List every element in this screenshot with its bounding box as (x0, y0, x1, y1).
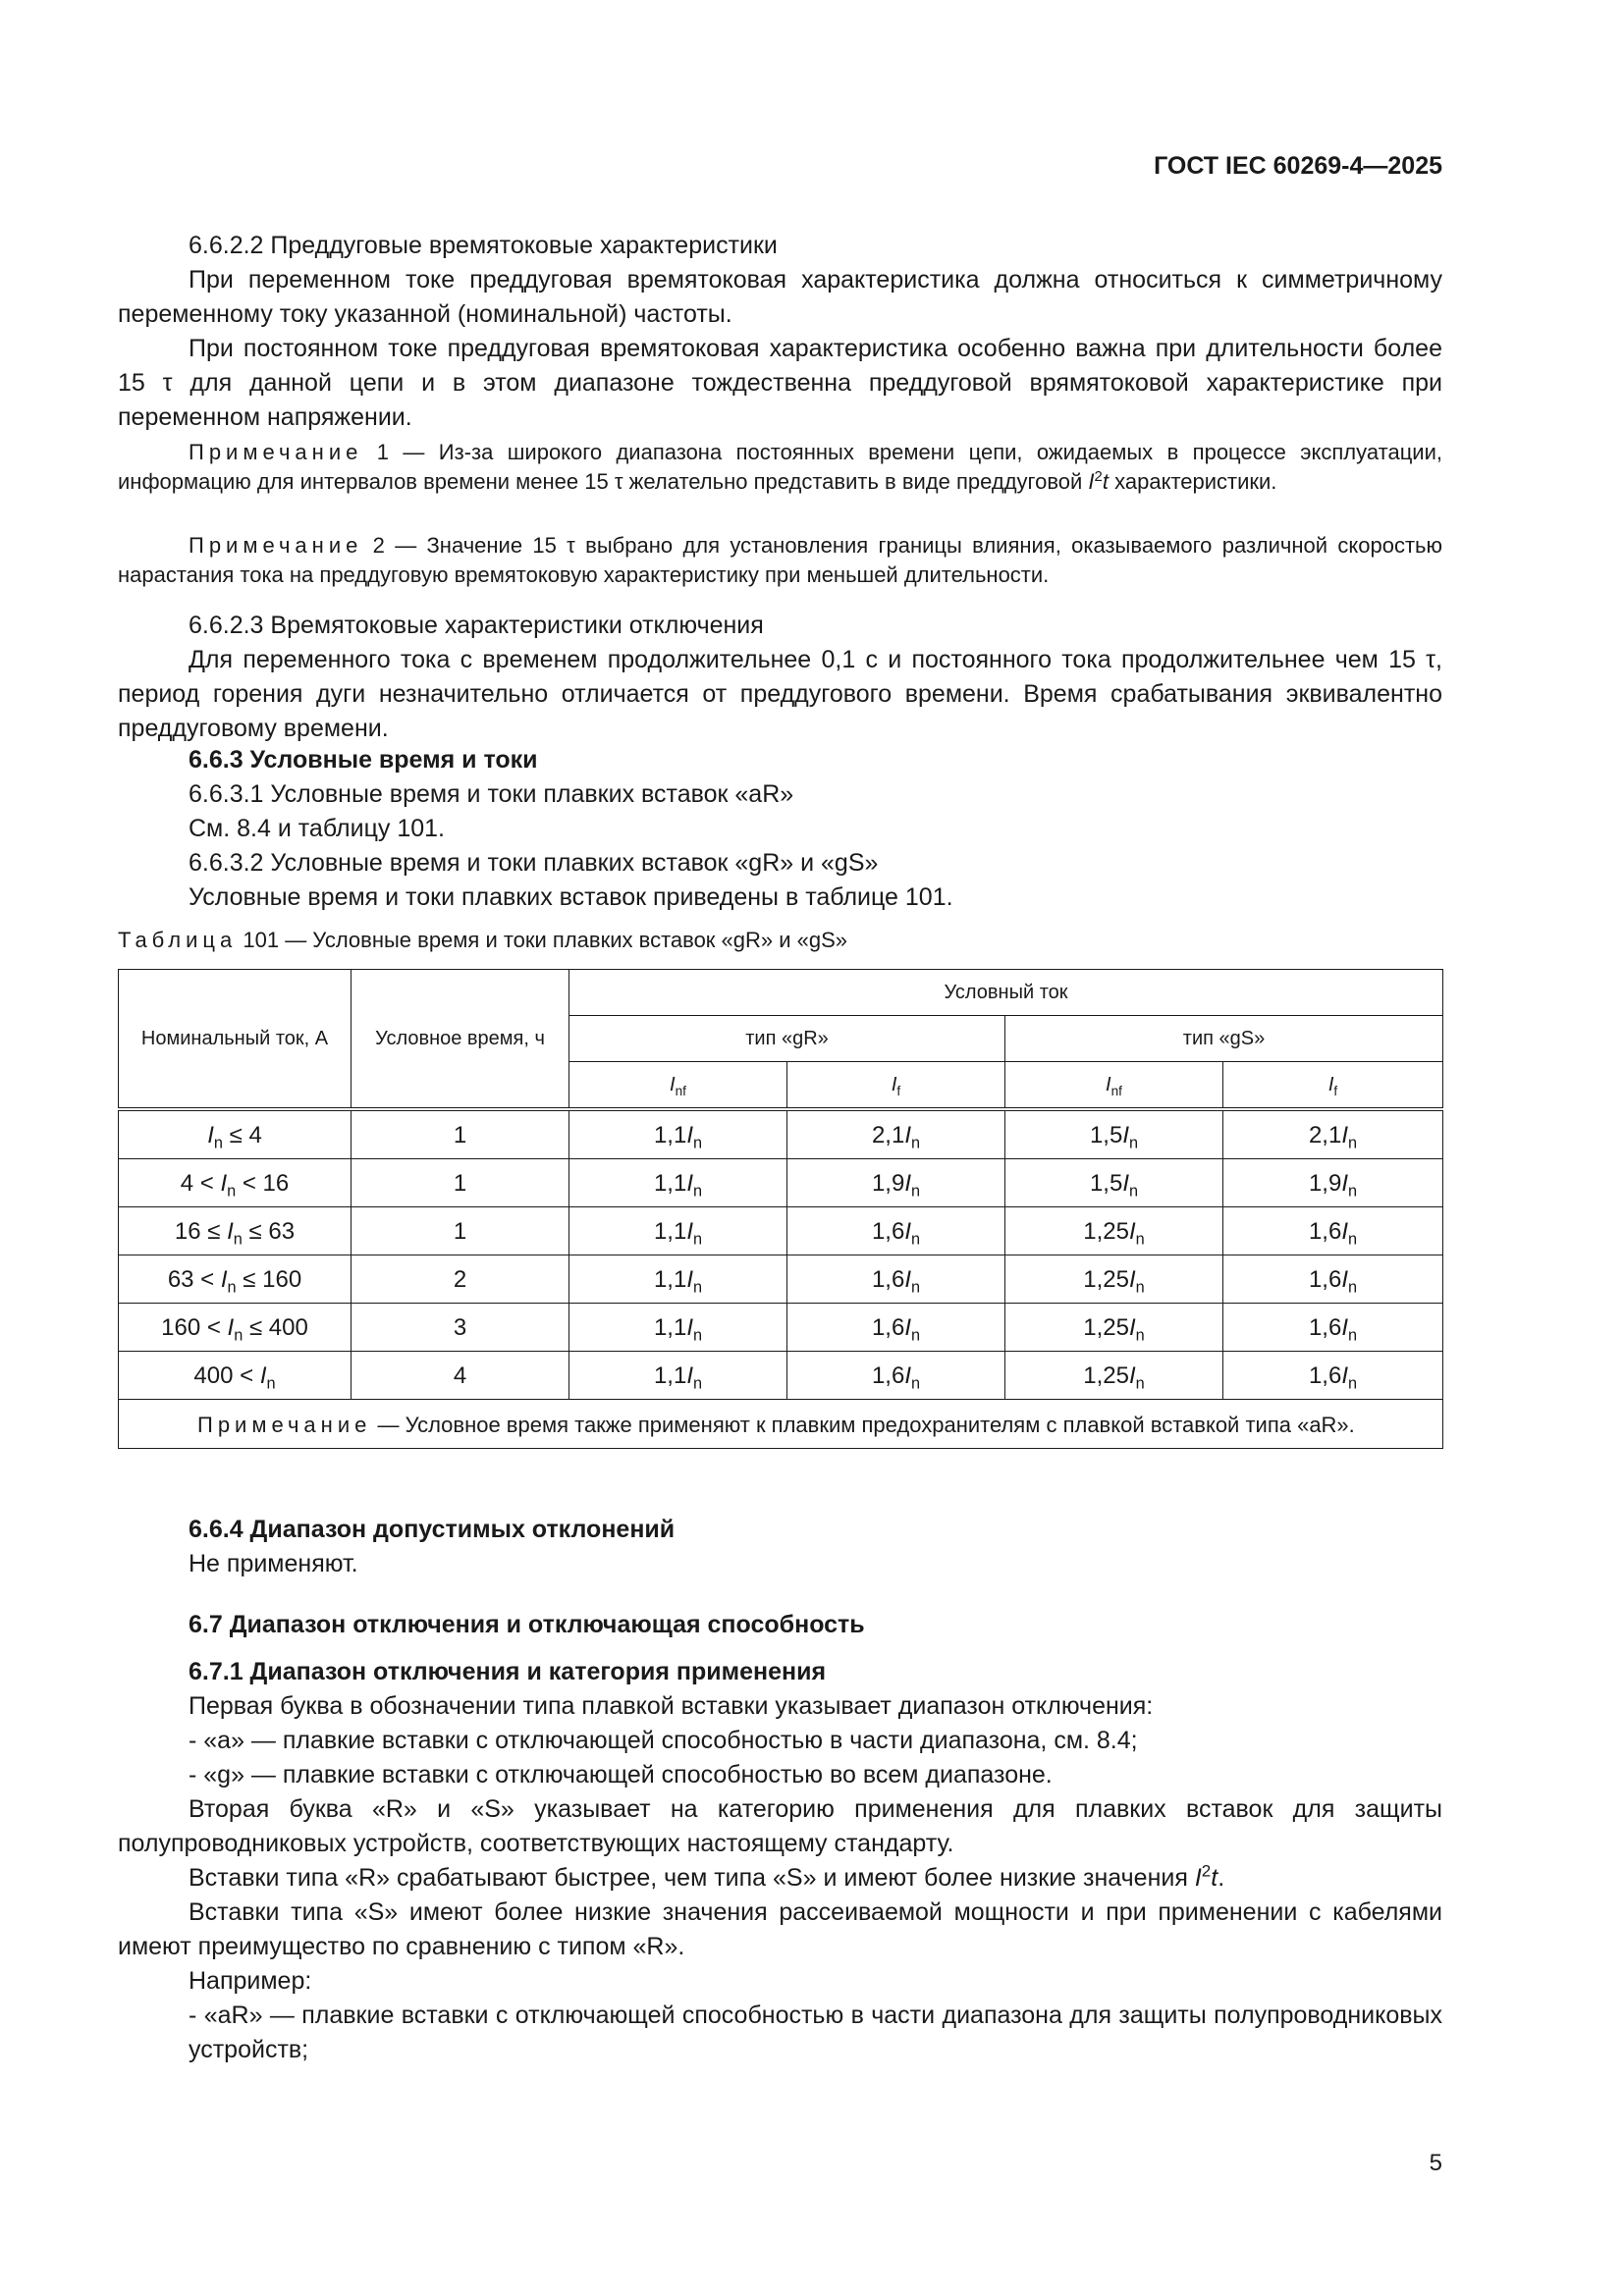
section-6622 (118, 229, 1442, 435)
table-row (119, 1109, 1443, 1159)
heading-664: 6.6.4 Диапазон допустимых отклонений (189, 1516, 676, 1543)
header-type-gR: тип «gR» (569, 1016, 1005, 1062)
document-code: ГОСТ IEC 60269-4—2025 (1154, 152, 1442, 180)
cell-range: $400 < I_n$ (119, 1352, 352, 1400)
heading-67: 6.7 Диапазон отключения и отключающая способность (189, 1611, 865, 1638)
note-1-label: Примечание (189, 440, 363, 464)
cell-gR-inf: $1,1I_n$ (569, 1304, 787, 1352)
table-row (119, 1304, 1443, 1352)
cell-gR-inf: $1,1I_n$ (569, 1207, 787, 1255)
cell-gS-if: $1,9I_n$ (1223, 1159, 1443, 1207)
cell-time: 4 (352, 1352, 569, 1400)
header-rated-current: Номинальный ток, А (119, 970, 352, 1110)
text-664: Не применяют. (189, 1550, 358, 1577)
heading-6631: 6.6.3.1 Условные время и токи плавких вставок «aR» (189, 780, 794, 808)
paragraph-type-r: Вставки типа «R» срабатывают быстрее, чем типа «S» и имеют более низкие значения $I^2t$. (189, 1861, 1225, 1892)
cell-time: 3 (352, 1304, 569, 1352)
header-conventional-current: Условный ток (569, 970, 1443, 1016)
note-1: Примечание 1 — Из-за широкого диапазона постоянных времени цепи, ожидаемых в процессе эксплуатации, информацию для интервалов времени менее 15 τ желательно представить в виде преддуговой $I^2t$ характеристики. (118, 440, 1442, 494)
header-type-gS: тип «gS» (1005, 1016, 1443, 1062)
cell-gR-if: $1,6I_n$ (787, 1352, 1005, 1400)
text-6632: Условные время и токи плавких вставок приведены в таблице 101. (189, 883, 953, 911)
header-conventional-time: Условное время, ч (352, 970, 569, 1110)
paragraph-first-letter: Первая буква в обозначении типа плавкой вставки указывает диапазон отключения: (189, 1692, 1154, 1720)
heading-6632: 6.6.3.2 Условные время и токи плавких вставок «gR» и «gS» (189, 849, 879, 877)
header-gS-inf: $I_{nf}$ (1005, 1062, 1223, 1110)
table-101 (118, 969, 1442, 1449)
page-number: 5 (1429, 2150, 1442, 2176)
cell-gR-inf: $1,1I_n$ (569, 1159, 787, 1207)
cell-time: 1 (352, 1109, 569, 1159)
header-gS-if: $I_f$ (1223, 1062, 1443, 1110)
cell-gS-if: $1,6I_n$ (1223, 1304, 1443, 1352)
cell-gR-if: $2,1I_n$ (787, 1109, 1005, 1159)
table-caption-label: Таблица (118, 928, 238, 952)
cell-gR-if: $1,9I_n$ (787, 1159, 1005, 1207)
note-1-text: 1 — Из-за широкого диапазона постоянных времени цепи, ожидаемых в процессе эксплуатации, информацию для интервалов времени менее 15 τ желательно представить в виде преддуговой (118, 440, 1442, 494)
cell-time: 1 (352, 1159, 569, 1207)
section-664 (118, 1513, 1442, 1581)
table-row (119, 1207, 1443, 1255)
list-item-aR: - «aR» — плавкие вставки с отключающей способностью в части диапазона для защиты полупроводниковых устройств; (189, 2002, 1442, 2063)
paragraph-dc: При постоянном токе преддуговая времятоковая характеристика особенно важна при длительности более 15 τ для данной цепи и в этом диапазоне тождественна преддуговой врямятоковой характеристике при переменном напряжении. (118, 335, 1442, 431)
paragraph-breaking: Для переменного тока с временем продолжительнее 0,1 с и постоянного тока продолжительнее чем 15 τ, период горения дуги незначительно отличается от преддугового времени. Время срабатывания эквивалентно преддуговому времени. (118, 646, 1442, 742)
cell-gR-inf: $1,1I_n$ (569, 1109, 787, 1159)
list-item-a: - «a» — плавкие вставки с отключающей способностью в части диапазона, см. 8.4; (189, 1727, 1138, 1754)
table-row (119, 1255, 1443, 1304)
paragraph-second-letter: Вторая буква «R» и «S» указывает на категорию применения для плавких вставок для защиты полупроводниковых устройств, соответствующих настоящему стандарту. (118, 1795, 1442, 1857)
section-663 (118, 743, 1442, 915)
cell-gR-inf: $1,1I_n$ (569, 1255, 787, 1304)
section-671 (118, 1655, 1442, 2067)
note-2 (118, 531, 1442, 590)
section-67 (118, 1608, 1442, 1642)
cell-gR-if: $1,6I_n$ (787, 1255, 1005, 1304)
paragraph-ac: При переменном токе преддуговая времятоковая характеристика должна относиться к симметричному переменному току указанной (номинальной) частоты. (118, 266, 1442, 328)
note-2-label: Примечание (189, 533, 363, 558)
header-gR-if: $I_f$ (787, 1062, 1005, 1110)
table-caption-text: 101 — Условные время и токи плавких вставок «gR» и «gS» (237, 928, 848, 952)
cell-gS-if: $2,1I_n$ (1223, 1109, 1443, 1159)
section-6623 (118, 609, 1442, 746)
paragraph-type-r-text: Вставки типа «R» срабатывают быстрее, чем типа «S» и имеют более низкие значения (189, 1864, 1195, 1892)
cell-gS-inf: $1,25I_n$ (1005, 1304, 1223, 1352)
cell-gS-if: $1,6I_n$ (1223, 1255, 1443, 1304)
table-row (119, 1352, 1443, 1400)
list-item-g: - «g» — плавкие вставки с отключающей способностью во всем диапазоне. (189, 1761, 1053, 1789)
cell-gS-if: $1,6I_n$ (1223, 1352, 1443, 1400)
cell-gR-if: $1,6I_n$ (787, 1207, 1005, 1255)
cell-time: 2 (352, 1255, 569, 1304)
cell-range: $I_n \le 4$ (119, 1109, 352, 1159)
paragraph-example: Например: (189, 1967, 312, 1995)
cell-gS-inf: $1,25I_n$ (1005, 1207, 1223, 1255)
note-1-tail: характеристики. (1109, 469, 1277, 494)
cell-range: $4 < I_n < 16$ (119, 1159, 352, 1207)
cell-gS-inf: $1,25I_n$ (1005, 1255, 1223, 1304)
table-row (119, 1159, 1443, 1207)
note-2-text: 2 — Значение 15 τ выбрано для установления границы влияния, оказываемого различной скоростью нарастания тока на преддуговую времятоковую характеристику при меньшей длительности. (118, 533, 1442, 587)
cell-gS-inf: $1,25I_n$ (1005, 1352, 1223, 1400)
table-note-text: — Условное время также применяют к плавким предохранителям с плавкой вставкой типа «aR». (371, 1413, 1355, 1437)
heading-6622: 6.6.2.2 Преддуговые времятоковые характеристики (189, 232, 778, 259)
cell-range: $160 < I_n \le 400$ (119, 1304, 352, 1352)
table-note (119, 1400, 1443, 1449)
cell-gS-inf: $1,5I_n$ (1005, 1159, 1223, 1207)
cell-gR-if: $1,6I_n$ (787, 1304, 1005, 1352)
cell-gS-inf: $1,5I_n$ (1005, 1109, 1223, 1159)
heading-6623: 6.6.2.3 Времятоковые характеристики отключения (189, 612, 764, 639)
text-6631: См. 8.4 и таблицу 101. (189, 815, 445, 842)
cell-time: 1 (352, 1207, 569, 1255)
paragraph-type-s: Вставки типа «S» имеют более низкие значения рассеиваемой мощности и при применении с кабелями имеют преимущество по сравнению с типом «R». (118, 1898, 1442, 1960)
table-caption (118, 926, 1442, 955)
heading-671: 6.7.1 Диапазон отключения и категория применения (189, 1658, 827, 1685)
header-gR-inf: $I_{nf}$ (569, 1062, 787, 1110)
cell-range: $63 < I_n \le 160$ (119, 1255, 352, 1304)
cell-gS-if: $1,6I_n$ (1223, 1207, 1443, 1255)
table-note-label: Примечание (197, 1413, 372, 1437)
cell-gR-inf: $1,1I_n$ (569, 1352, 787, 1400)
heading-663: 6.6.3 Условные время и токи (189, 746, 538, 774)
cell-range: $16 \le I_n \le 63$ (119, 1207, 352, 1255)
